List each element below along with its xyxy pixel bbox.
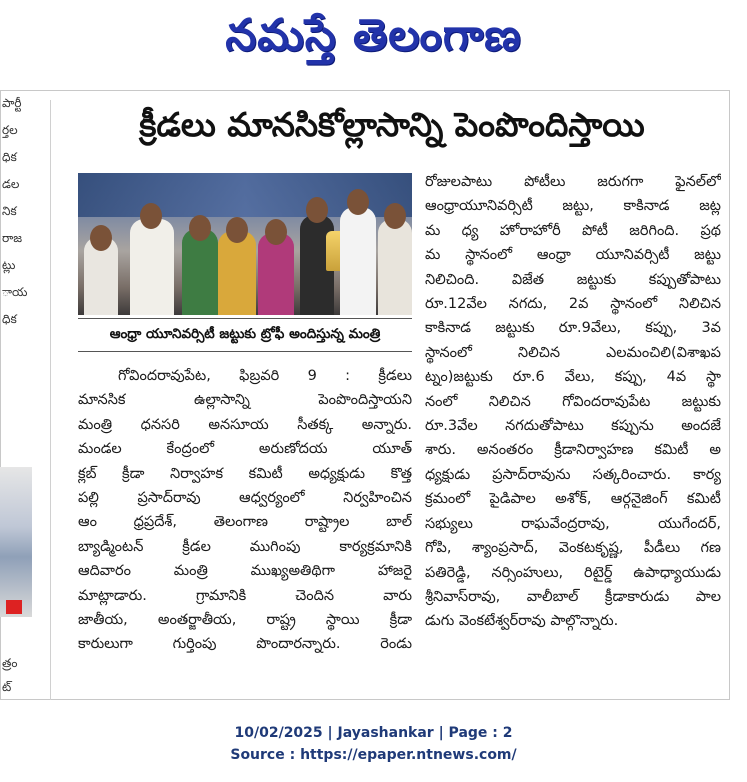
body-line: ఆంధ్రాయూనివర్సిటీ జట్టు, కాకినాడ జట్ల <box>425 198 721 215</box>
body-line: కారులుగా గుర్తింపు పొందారన్నారు. రెండు <box>78 636 412 653</box>
fragment-text: ధిక <box>2 150 17 164</box>
body-line: మ స్థానంలో ఆంధ్రా యూనివర్సిటీ జట్టు <box>425 247 721 264</box>
body-line: స్థానంలో నిలిచిన ఎలమంచిలి(విశాఖప <box>425 344 721 361</box>
body-line: నిలిచింది. విజేత జట్టుకు కప్పుతోపాటు <box>425 271 721 288</box>
photo-person-head <box>226 217 248 243</box>
footer-date-edition-page: 10/02/2025 | Jayashankar | Page : 2 <box>234 725 513 741</box>
masthead-title: నమస్తే తెలంగాణ <box>225 10 522 61</box>
body-line: రూ.3వేల నగదుతోపాటు కప్పును అందజే <box>425 418 721 435</box>
body-line: మండల కేంద్రంలో అరుణోదయ యూత్ <box>78 441 412 458</box>
body-line: డుగు వెంకటేశ్వర్‌రావు పాల్గొన్నారు. <box>425 613 619 630</box>
body-line: క్రమంలో పైడిపాల అశోక్, ఆర్గనైజింగ్ కమిటీ <box>425 491 721 508</box>
photo-caption: ఆంధ్రా యూనివర్సిటీ జట్టుకు ట్రోఫీ అందిస్తున్న మంత్రి <box>78 318 412 352</box>
article-body-left-column <box>78 364 412 657</box>
fragment-text: ట్ <box>2 680 12 692</box>
photo-person-head <box>90 225 112 251</box>
fragment-text: నిక <box>2 204 17 218</box>
body-line: క్లబ్ క్రీడా నిర్వాహక కమిటీ అధ్యక్షుడు కొత్త <box>78 465 412 482</box>
body-line: జాతీయ, అంతర్జాతీయ, రాష్ట్ర స్థాయి క్రీడా <box>78 612 412 629</box>
adjacent-red-block <box>6 600 22 614</box>
fragment-text: త్రం <box>2 656 18 670</box>
fragment-text: ధిక <box>2 312 17 326</box>
body-line: పల్లి ప్రసాద్‌రావు ఆధ్వర్యంలో నిర్వహించిన <box>78 490 412 507</box>
newspaper-masthead <box>0 0 747 82</box>
body-line: గోపి, శ్యాంప్రసాద్, వెంకటకృష్ణ, పీడీలు గణ <box>425 540 721 557</box>
adjacent-photo-fragment <box>0 467 32 617</box>
body-line: శారు. అనంతరం క్రీడానిర్వాహణ కమిటీ అ <box>425 442 721 459</box>
fragment-text: డల <box>2 177 20 191</box>
body-line: ఆదివారం మంత్రి ముఖ్యఅతిథిగా హాజరై <box>78 563 412 580</box>
body-line: ట్నం)జట్టుకు రూ.6 వేలు, కప్పు, 4వ స్థా <box>425 369 721 386</box>
article-headline: క్రీడలు మానసికోల్లాసాన్ని పెంపొందిస్తాయి <box>139 104 645 144</box>
body-line: కాకినాడ జట్టుకు రూ.9వేలు, కప్పు, 3వ <box>425 320 721 337</box>
fragment-text: పార్టీ <box>2 96 22 110</box>
body-line: మ ధ్య హోరాహోరీ పోటీ జరిగింది. ప్రథ <box>425 222 721 239</box>
body-line: సభ్యులు రాఘవేంద్రరావు, యుగేందర్, <box>425 515 721 532</box>
fragment-text: ర్తల <box>2 123 18 137</box>
body-line: శ్రీనివాస్‌రావు, వాలీబాల్ క్రీడాకారుడు పాల <box>425 588 721 605</box>
body-line: మాట్లాడారు. గ్రామానికి చెందిన వారు <box>78 587 412 604</box>
photo-person <box>258 233 294 315</box>
fragment-text: ాయ <box>2 285 28 299</box>
fragment-text: రాజ <box>2 231 23 245</box>
photo-person-head <box>306 197 328 223</box>
article-body-right-column <box>425 170 721 634</box>
photo-person <box>218 231 256 315</box>
photo-person <box>130 219 174 315</box>
fragment-text: ట్లు <box>2 258 16 272</box>
photo-person <box>378 219 412 315</box>
body-line: మానసిక ఉల్లాసాన్ని పెంపొందిస్తాయని <box>78 392 412 409</box>
body-line: ధ్యక్షుడు ప్రసాద్‌రావును సత్కరించారు. కార్య <box>425 466 721 483</box>
body-line: బ్యాడ్మింటన్ క్రీడల ముగింపు కార్యక్రమానికి <box>78 538 412 555</box>
body-line: రోజులపాటు పోటీలు జరుగగా ఫైనల్‌లో <box>425 174 721 190</box>
body-line: రూ.12వేల నగదు, 2వ స్థానంలో నిలిచిన <box>425 296 721 313</box>
photo-person <box>340 207 376 315</box>
photo-person-head <box>384 203 406 229</box>
footer-source-link[interactable]: Source : https://epaper.ntnews.com/ <box>230 747 517 763</box>
body-line: మంత్రి ధనసరి అనసూయ సీతక్క అన్నారు. <box>78 416 412 433</box>
photo-person <box>182 229 218 315</box>
body-line: పతిరెడ్డి, నర్సింహులు, రిటైర్డ్ ఉపాధ్యాయుడు <box>425 564 721 581</box>
body-line: గోవిందరావుపేట, ఫిబ్రవరి 9 : క్రీడలు <box>118 368 412 384</box>
column-divider <box>50 100 51 700</box>
photo-person-head <box>347 189 369 215</box>
clipping-footer <box>0 722 747 766</box>
body-line: ఆం ధ్రప్రదేశ్, తెలంగాణ రాష్ట్రాల బాల్ <box>78 514 412 531</box>
article-photo <box>78 173 412 315</box>
photo-person-head <box>189 215 211 241</box>
photo-person-head <box>140 203 162 229</box>
body-line: నంలో నిలిచిన గోవిందరావుపేట జట్టుకు <box>425 393 721 410</box>
photo-person-head <box>265 219 287 245</box>
adjacent-article-fragment <box>0 92 34 692</box>
